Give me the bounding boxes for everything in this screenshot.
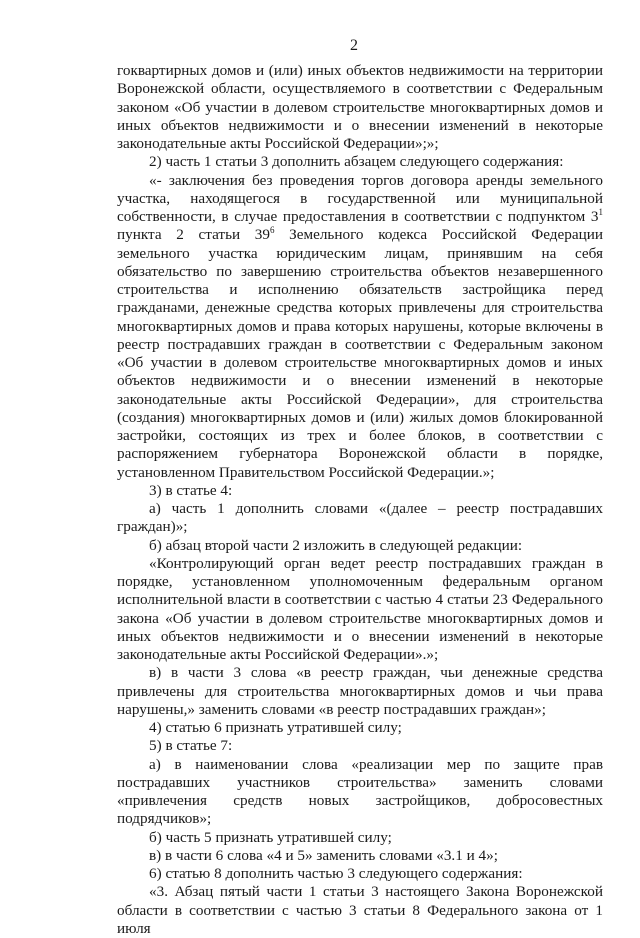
paragraph-item-4: 4) статью 6 признать утратившей силу; [149, 719, 402, 736]
paragraph-continuation: гоквартирных домов и (или) иных объектов недвижимости на территории Воронежской области, осуществляемого в соответствии с Федеральным законом «Об участии в долевом строительстве многоквартирных домов и иных объектов недвижимости и о внесении изменений в некоторые законодательные акты Российской Федерации»;»; [117, 62, 603, 152]
paragraph-item-3a: а) часть 1 дополнить словами «(далее – реестр пострадавших граждан)»; [117, 500, 603, 536]
document-body [117, 62, 603, 938]
paragraph-quoted-clause [117, 172, 603, 482]
paragraph-item-2: 2) часть 1 статьи 3 дополнить абзацем следующего содержания: [149, 153, 564, 171]
clause-text-part-3: Земельного кодекса Российской Федерации земельного участка юридическим лицам, принявшим на себя обязательство по завершению строительства объектов незавершенного строительства и исполнению обязательств застройщика перед гражданами, денежные средства которых привлечены для строительства многоквартирных домов и права которых нарушены, которые включены в реестр пострадавших граждан в соответствии с Федеральным законом «Об участии в долевом строительстве многоквартирных домов и иных объектов недвижимости и о внесении изменений в некоторые законодательные акты Российской Федерации», для строительства (создания) многоквартирных домов и (или) жилых домов блокированной застройки, состоящих из трех и более блоков, в соответствии с распоряжением губернатора Воронежской области в порядке, установленном Правительством Российской Федерации.»; [117, 226, 603, 481]
paragraph-item-3v: в) в части 3 слова «в реестр граждан, чьи денежные средства привлечены для строительства многоквартирных домов и чьи права нарушены,» заменить словами «в реестр пострадавших граждан»; [117, 664, 603, 718]
paragraph-quoted-part-3: «3. Абзац пятый части 1 статьи 3 настоящего Закона Воронежской области в соответствии с частью 3 статьи 8 Федерального закона от 1 июля [117, 883, 603, 937]
superscript-1: 1 [598, 207, 603, 217]
paragraph-item-6: 6) статью 8 дополнить частью 3 следующего содержания: [149, 865, 523, 882]
clause-text-part-2: пункта 2 статьи 39 [117, 226, 270, 244]
paragraph-item-5b: б) часть 5 признать утратившей силу; [149, 828, 392, 846]
page-number: 2 [350, 37, 358, 54]
paragraph-item-5: 5) в статье 7: [149, 737, 233, 755]
paragraph-item-5a: а) в наименовании слова «реализации мер по защите прав пострадавших участников строительства» заменить словами «привлечения средств новых застройщиков, добросовестных подрядчиков»; [117, 755, 603, 828]
paragraph-item-3b: б) абзац второй части 2 изложить в следующей редакции: [149, 536, 523, 554]
clause-text-part-1: «- заключения без проведения торгов договора аренды земельного участка, находящегося в государственной или муниципальной собственности, в случае предоставления в соответствии с подпунктом 3 [117, 171, 603, 225]
paragraph-item-5v: в) в части 6 слова «4 и 5» заменить словами «3.1 и 4»; [149, 846, 498, 864]
paragraph-quoted-registry: «Контролирующий орган ведет реестр пострадавших граждан в порядке, установленном уполномоченным федеральным органом исполнительной власти в соответствии с частью 4 статьи 23 Федерального закона «Об участии в долевом строительстве многоквартирных домов и иных объектов недвижимости и о внесении изменений в некоторые законодательные акты Российской Федерации».»; [117, 554, 603, 663]
superscript-6: 6 [269, 225, 275, 236]
paragraph-item-3: 3) в статье 4: [149, 481, 233, 499]
